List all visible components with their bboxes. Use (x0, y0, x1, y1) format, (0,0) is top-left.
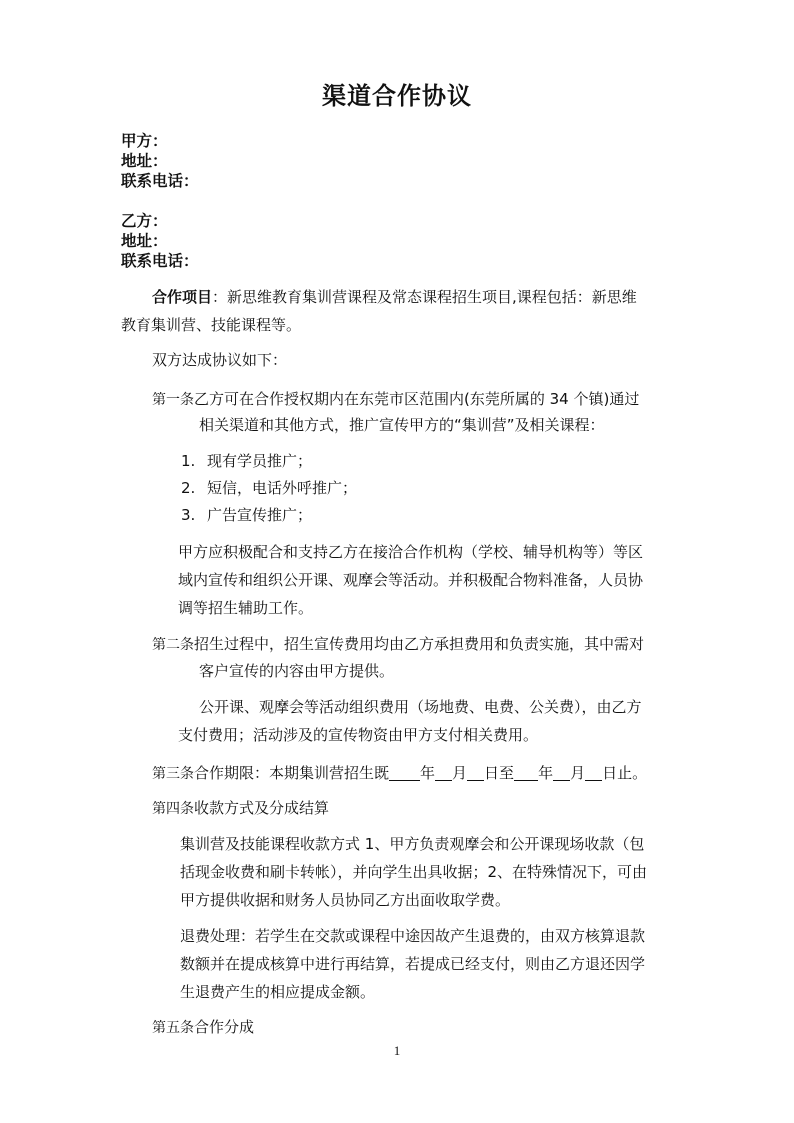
article-3-text-1: 合作期限：本期集训营招生既 (194, 764, 390, 782)
article-4-para2-line-3: 生退费产生的相应提成金额。 (180, 983, 376, 1001)
day-blank[interactable] (467, 764, 484, 781)
end-day-blank[interactable] (585, 764, 602, 781)
end-year-unit: 年 (538, 764, 554, 782)
end-year-blank[interactable] (514, 764, 538, 781)
article-5-label: 第五条 (152, 1020, 194, 1036)
article-4-line (152, 794, 329, 823)
article-5-heading: 合作分成 (194, 1018, 255, 1036)
project-label: 合作项目 (152, 288, 213, 306)
list-item-text: 现有学员推广； (207, 452, 313, 470)
list-item-number: 3. (181, 506, 196, 524)
article-4-para2-line-2: 数额并在提成核算中进行再结算，若提成已经支付，则由乙方退还因学 (180, 955, 646, 973)
end-month-unit: 月 (570, 764, 586, 782)
article-4-para2-line-1: 退费处理：若学生在交款或课程中途因故产生退费的，由双方核算退款 (180, 927, 646, 945)
end-day-unit: 日止。 (602, 764, 648, 782)
page-number: 1 (393, 1043, 401, 1058)
article-2-line-1 (152, 630, 644, 659)
month-blank[interactable] (435, 764, 452, 781)
list-item (181, 447, 312, 475)
month-unit: 月 (452, 764, 468, 782)
year-blank[interactable] (389, 764, 420, 781)
agreement-intro: 双方达成协议如下： (152, 351, 288, 369)
article-1-para-line-2: 域内宣传和组织公开课、观摩会等活动。并积极配合物料准备，人员协 (178, 571, 644, 589)
article-3-label: 第三条 (152, 766, 194, 782)
article-4-para1-line-1: 集训营及技能课程收款方式 1、甲方负责观摩会和公开课现场收款（包 (180, 835, 645, 853)
project-text-1: ：新思维教育集训营课程及常态课程招生项目,课程包括：新思维 (212, 288, 637, 306)
article-4-para1-line-2: 括现金收费和刷卡转帐），并向学生出具收据；2、在特殊情况下，可由 (180, 863, 648, 881)
end-month-blank[interactable] (553, 764, 570, 781)
article-2-para-line-2: 支付费用；活动涉及的宣传物资由甲方支付相关费用。 (178, 726, 539, 744)
article-2-line-2: 客户宣传的内容由甲方提供。 (199, 662, 395, 680)
list-item-number: 2. (181, 479, 196, 497)
list-item-text: 广告宣传推广； (207, 506, 313, 524)
document-title: 渠道合作协议 (322, 82, 472, 110)
article-3-line (152, 759, 647, 788)
article-4-label: 第四条 (152, 801, 194, 817)
party-a-phone-label: 联系电话： (121, 172, 199, 190)
article-1-para-line-1: 甲方应积极配合和支持乙方在接洽合作机构（学校、辅导机构等）等区 (178, 543, 644, 561)
article-4-para1-line-3: 甲方提供收据和财务人员协同乙方出面收取学费。 (180, 891, 511, 909)
party-a-name-label: 甲方： (121, 132, 168, 150)
article-2-text-1: 招生过程中，招生宣传费用均由乙方承担费用和负责实施，其中需对 (194, 635, 645, 653)
article-2-para-line-1: 公开课、观摩会等活动组织费用（场地费、电费、公关费），由乙方 (199, 698, 642, 716)
article-1-line-1 (152, 385, 639, 414)
article-5-line (152, 1013, 254, 1042)
party-b-phone-label: 联系电话： (121, 252, 199, 270)
article-1-line-2: 相关渠道和其他方式，推广宣传甲方的“集训营”及相关课程： (199, 416, 605, 434)
project-line-2: 教育集训营、技能课程等。 (121, 316, 302, 334)
list-item-number: 1. (181, 452, 196, 470)
day-to-unit: 日至 (484, 764, 515, 782)
article-4-heading: 收款方式及分成结算 (194, 799, 330, 817)
article-1-label: 第一条 (152, 392, 194, 408)
list-item (181, 501, 312, 529)
list-item-text: 短信，电话外呼推广； (207, 479, 358, 497)
party-b-name-label: 乙方： (121, 212, 168, 230)
party-a-address-label: 地址： (121, 152, 168, 170)
party-b-address-label: 地址： (121, 232, 168, 250)
project-line-1 (152, 283, 637, 311)
year-unit: 年 (420, 764, 436, 782)
article-2-label: 第二条 (152, 637, 194, 653)
list-item (181, 474, 357, 502)
article-1-para-line-3: 调等招生辅助工作。 (178, 599, 314, 617)
article-1-text-1: 乙方可在合作授权期内在东莞市区范围内(东莞所属的 34 个镇)通过 (194, 390, 640, 408)
